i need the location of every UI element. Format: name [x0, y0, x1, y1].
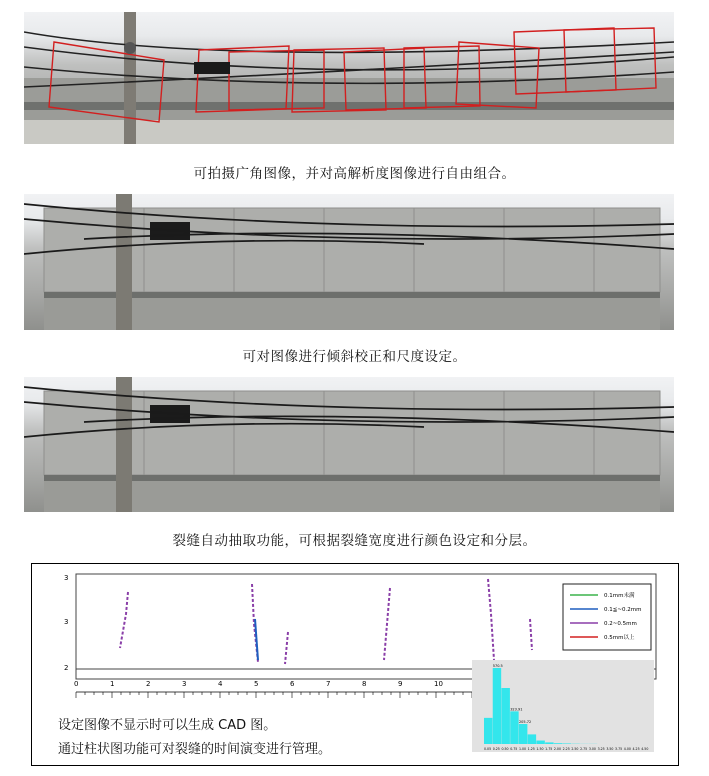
- histogram-category-label: 1.75: [545, 747, 553, 751]
- crack-photo-drawing: [24, 377, 674, 512]
- histogram-category-label: 4.50: [641, 747, 649, 751]
- x-tick-label: 5: [254, 680, 259, 688]
- histogram-category-label: 3.25: [597, 747, 605, 751]
- histogram-category-label: 4.25: [632, 747, 640, 751]
- histogram-data-label: 570.5: [492, 664, 503, 668]
- x-tick-label: 10: [434, 680, 443, 688]
- stitched-photo: [24, 12, 674, 144]
- y-tick-1: 3: [64, 574, 69, 582]
- histogram-category-label: 2.75: [580, 747, 588, 751]
- legend-label-2: 0.1≦~0.2mm: [604, 607, 642, 613]
- histogram-bar: [554, 743, 562, 744]
- caption-3: 裂缝自动抽取功能，可根据裂缝宽度进行颜色设定和分层。: [172, 533, 537, 549]
- histogram-category-label: 0.75: [510, 747, 518, 751]
- x-tick-label: 4: [218, 680, 223, 688]
- corrected-photo-drawing: [24, 194, 674, 330]
- histogram-category-label: 1.00: [518, 747, 527, 751]
- y-tick-2: 3: [64, 618, 69, 626]
- histogram-bar: [510, 711, 518, 744]
- x-tick-label: 8: [362, 680, 367, 688]
- histogram-category-label: 0.25: [492, 747, 500, 751]
- caption-2: 可对图像进行倾斜校正和尺度设定。: [242, 349, 467, 365]
- x-tick-label: 0: [74, 680, 79, 688]
- histogram-data-label: 323.91: [510, 707, 523, 712]
- histogram-category-label: 2.00: [553, 747, 562, 751]
- histogram-category-label: 2.50: [571, 747, 579, 751]
- legend-label-3: 0.2~0.5mm: [604, 621, 637, 627]
- histogram-category-label: 3.50: [606, 747, 614, 751]
- x-tick-label: 7: [326, 680, 331, 688]
- legend-label-4: 0.5mm以上: [604, 635, 635, 641]
- caption-1: 可拍摄广角图像，并对高解析度图像进行自由组合。: [193, 166, 516, 182]
- histogram-bar: [528, 734, 536, 744]
- histogram-category-label: 1.50: [536, 747, 544, 751]
- cad-note-1: 设定图像不显示时可以生成 CAD 图。: [58, 718, 277, 733]
- x-tick-label: 3: [182, 680, 187, 688]
- histogram-category-label: 3.75: [615, 747, 623, 751]
- corrected-photo: [24, 194, 674, 330]
- histogram-category-label: 2.25: [562, 747, 570, 751]
- histogram-bar: [493, 668, 501, 744]
- y-tick-3: 2: [64, 664, 69, 672]
- cad-drawing: [32, 564, 678, 765]
- histogram-category-label: 1.25: [527, 747, 535, 751]
- cad-drawing-panel: [31, 563, 679, 766]
- x-tick-label: 9: [398, 680, 403, 688]
- crack-photo: [24, 377, 674, 512]
- histogram-bar: [536, 741, 544, 744]
- histogram-bar: [563, 743, 571, 744]
- x-tick-label: 1: [110, 680, 115, 688]
- stitched-photo-drawing: [24, 12, 674, 144]
- histogram-category-label: 0.50: [501, 747, 509, 751]
- cad-note-2: 通过柱状图功能可对裂缝的时间演变进行管理。: [58, 742, 332, 757]
- histogram-bar: [484, 718, 492, 744]
- histogram-bar: [501, 688, 509, 744]
- legend-label-1: 0.1mm未满: [604, 593, 635, 599]
- histogram-bar: [519, 724, 527, 744]
- histogram-category-label: 0.05: [484, 747, 492, 751]
- x-tick-label: 6: [290, 680, 295, 688]
- histogram-bar: [545, 742, 553, 744]
- x-tick-label: 2: [146, 680, 151, 688]
- histogram-category-label: 4.00: [623, 747, 631, 751]
- histogram-data-label: 205.72: [518, 720, 532, 724]
- histogram-category-label: 3.00: [588, 747, 596, 751]
